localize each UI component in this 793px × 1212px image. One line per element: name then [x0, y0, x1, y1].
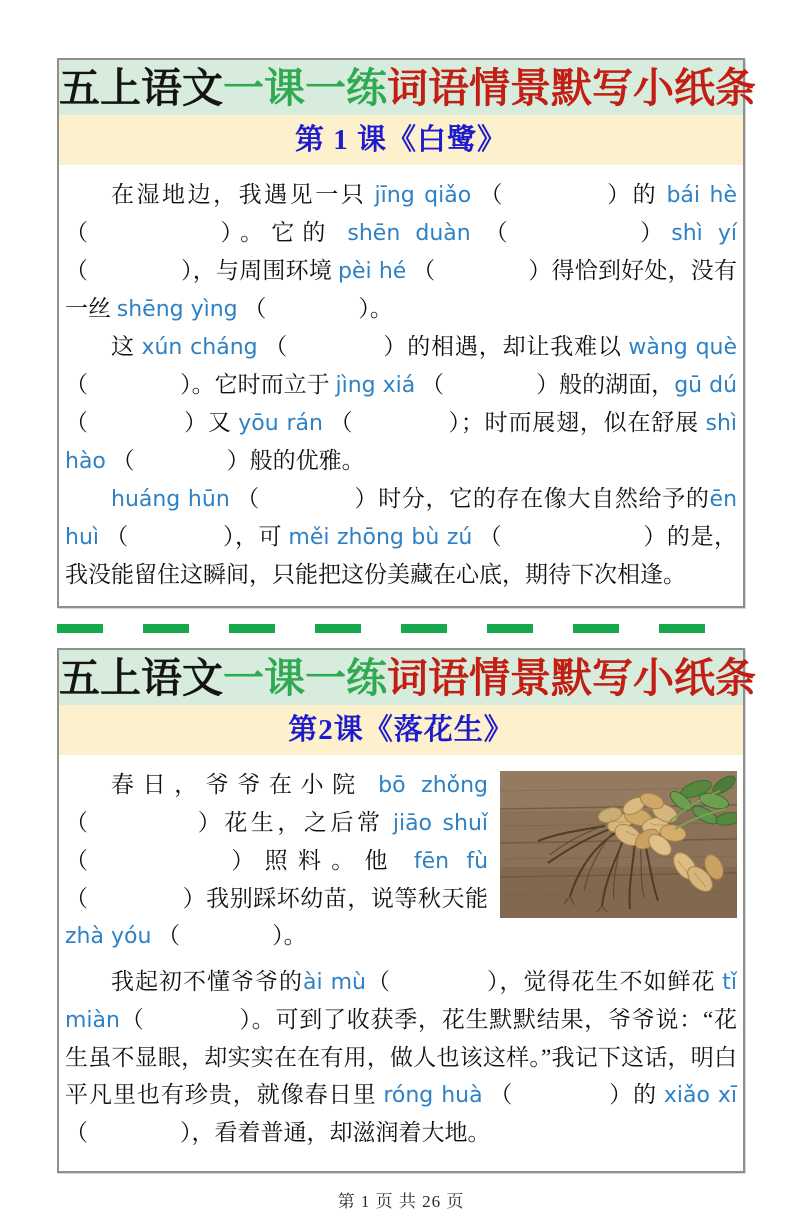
chinese-text: （ ）花生，之后常 [65, 810, 393, 836]
card2-lesson-band [59, 705, 743, 755]
pinyin-text: yōu rán [238, 411, 323, 437]
pinyin-text: fēn fù [413, 849, 489, 875]
paragraph [65, 963, 737, 1151]
card2-lesson-title: 第2课《落花生》 [288, 714, 514, 747]
chinese-text: （ ）般的优雅。 [105, 448, 365, 474]
cut-line-divider [57, 624, 745, 633]
chinese-text: （ ）时分，它的存在像大自然给予的 [229, 486, 710, 512]
card2-body [59, 755, 743, 1171]
chinese-text: （ ），可 [99, 524, 289, 550]
pinyin-text: shì yí [671, 221, 738, 247]
pinyin-text: ài mù [303, 970, 366, 996]
header-part-black: 五上语文 [59, 65, 223, 111]
chinese-text: （ ）的是，我没能留住这瞬间，只能把这份美藏在心底，期待下次相逢。 [65, 524, 738, 588]
chinese-text: （ ）般的湖面， [415, 372, 675, 398]
header-part-green: 一课一练 [223, 65, 387, 111]
chinese-text: （ ）的 [482, 1082, 664, 1108]
page-number-footer: 第 1 页 共 26 页 [337, 1192, 465, 1212]
pinyin-text: měi zhōng bù zú [288, 525, 473, 551]
chinese-text: 在湿地边，我遇见一只 [111, 182, 375, 208]
pinyin-text: gū dú [674, 373, 738, 399]
chinese-text: 这 [111, 334, 142, 360]
paragraph [65, 480, 737, 593]
chinese-text: （ ），觉得花生不如鲜花 [365, 969, 723, 995]
card1-lesson-title: 第 1 课《白鹭》 [294, 124, 507, 157]
header-part-red: 词语情景默写小纸条 [387, 65, 756, 111]
card1-header-band [59, 60, 756, 115]
chinese-text: （ ）的 [471, 182, 667, 208]
lesson-card-1 [57, 58, 756, 608]
chinese-text: （ ） [470, 220, 672, 246]
pinyin-text: bō zhǒng [378, 773, 488, 799]
card1-lesson-band [59, 115, 743, 165]
pinyin-text: shēng yìng [116, 297, 238, 323]
pinyin-text: bái hè [666, 183, 737, 209]
pinyin-text: xiǎo xī [663, 1083, 738, 1109]
pinyin-text: pèi hé [338, 259, 407, 285]
chinese-text: （ ）的相遇，却让我难以 [257, 334, 629, 360]
paragraph [65, 176, 737, 328]
chinese-text: （ ），看着普通，却滋润着大地。 [65, 1120, 491, 1146]
chinese-text: （ ）照料。他 [65, 848, 414, 874]
chinese-text: （ ）。 [151, 923, 307, 949]
chinese-text: （ ）。它的 [65, 220, 348, 246]
pinyin-text: jiāo shuǐ [392, 811, 489, 837]
header-part-red: 词语情景默写小纸条 [387, 655, 756, 702]
header-part-green: 一课一练 [223, 655, 387, 702]
lesson-card-2 [57, 648, 756, 1173]
chinese-text: （ ）。 [237, 296, 393, 322]
chinese-text: （ ）得恰到好处，没有一丝 [65, 258, 737, 322]
card2-header-title [59, 655, 756, 701]
peanut-harvest-photo [500, 771, 737, 918]
chinese-text: （ ）；时而展翅，似在舒展 [322, 410, 706, 436]
pinyin-text: xún cháng [141, 335, 258, 361]
chinese-text: 我起初不懂爷爷的 [111, 969, 304, 995]
card1-header-title [59, 65, 756, 111]
pinyin-text: jīng qiǎo [374, 183, 472, 209]
chinese-text: （ ）我别踩坏幼苗，说等秋天能 [65, 886, 488, 912]
pinyin-text: zhà yóu [65, 924, 152, 950]
card2-header-band [59, 650, 756, 705]
pinyin-text: huáng hūn [111, 487, 230, 513]
chinese-text: （ ）。可到了收获季，花生默默结果，爷爷说：“花生虽不显眼，却实实在在有用，做人也该这样。”我记下这话，明白平凡里也有珍贵，就像春日里 [65, 1007, 737, 1108]
chinese-text: （ ）。它时而立于 [65, 372, 336, 398]
paragraph [65, 328, 737, 480]
pinyin-text: jìng xiá [335, 373, 416, 399]
pinyin-text: shēn duàn [347, 221, 471, 247]
card1-body [59, 165, 743, 606]
pinyin-text: ēn huì [65, 487, 738, 551]
pinyin-text: róng huà [383, 1083, 483, 1109]
header-part-black: 五上语文 [59, 655, 223, 702]
chinese-text: （ ），与周围环境 [65, 258, 338, 284]
pinyin-text: tǐ miàn [65, 970, 738, 1034]
chinese-text: （ ）又 [65, 410, 239, 436]
pinyin-text: wàng què [628, 335, 738, 361]
chinese-text: 春日，爷爷在小院 [111, 772, 379, 798]
pinyin-text: shì hào [65, 411, 738, 475]
